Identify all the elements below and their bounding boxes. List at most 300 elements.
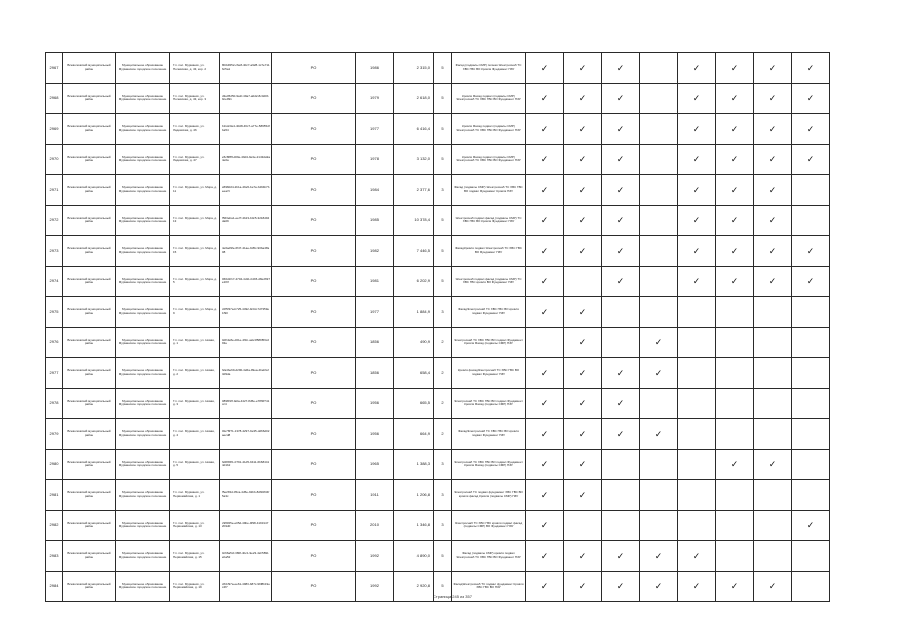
settlement-name: Муниципальное образование Мурманское городское поселение xyxy=(116,449,170,480)
checkmark-icon: ✓ xyxy=(692,550,701,561)
checkmark-icon: ✓ xyxy=(654,550,663,561)
check-cell xyxy=(602,297,640,328)
works-list: Электроснаб ТС ХВС ГВС ВО подвал Фундамент Кровля Фасад (подвалы СМР) ПЗУ xyxy=(452,449,526,480)
guid-cell: 066d1f17-4704-4d11-b4b5-d8e2697e1f0f xyxy=(220,266,272,297)
row-number: 2967 xyxy=(46,53,63,84)
management-form: РО xyxy=(272,388,356,419)
table-row xyxy=(46,388,830,419)
check-cell xyxy=(792,480,830,511)
checkmark-icon: ✓ xyxy=(540,367,549,378)
check-cell xyxy=(754,510,792,541)
works-list: Электроснаб ТС ХВС ГВС ВО подвал Фундамент Кровля Фасад (подвалы СМР) ПЗУ xyxy=(452,327,526,358)
checkmark-icon: ✓ xyxy=(540,276,549,287)
guid-cell: 0df1fe8e-d01e-4f1b-a2e3f589f56c293e xyxy=(220,327,272,358)
area-cell: 1 884,9 xyxy=(394,297,434,328)
table-row xyxy=(46,266,830,297)
check-cell xyxy=(602,541,640,572)
check-cell xyxy=(792,114,830,145)
check-cell xyxy=(754,266,792,297)
settlement-name: Муниципальное образование Мурманское городское поселение xyxy=(116,297,170,328)
check-cell xyxy=(602,175,640,206)
management-form: РО xyxy=(272,144,356,175)
check-cell xyxy=(792,541,830,572)
check-cell xyxy=(526,449,564,480)
check-cell xyxy=(564,541,602,572)
checkmark-icon: ✓ xyxy=(616,581,625,592)
check-cell xyxy=(716,83,754,114)
checkmark-icon: ✓ xyxy=(616,245,625,256)
area-cell: 2 618,0 xyxy=(394,83,434,114)
table-row xyxy=(46,83,830,114)
row-number: 2982 xyxy=(46,510,63,541)
address-cell: Г.п. пос. Мурманск, ул. Мира, д. 11 xyxy=(170,175,220,206)
table-row xyxy=(46,236,830,267)
floors-cell: 2 xyxy=(434,327,452,358)
floors-cell: 5 xyxy=(434,541,452,572)
table-row xyxy=(46,53,830,84)
check-cell xyxy=(602,205,640,236)
row-number: 2980 xyxy=(46,449,63,480)
checkmark-icon: ✓ xyxy=(578,93,587,104)
page-footer: Страница 245 из 357 xyxy=(433,594,472,599)
build-year: 1992 xyxy=(356,541,394,572)
checkmark-icon: ✓ xyxy=(578,184,587,195)
district-name: Всеволожский муниципальный район xyxy=(63,510,116,541)
table-row xyxy=(46,114,830,145)
table-row xyxy=(46,327,830,358)
management-form: РО xyxy=(272,480,356,511)
checkmark-icon: ✓ xyxy=(806,154,815,165)
checkmark-icon: ✓ xyxy=(730,123,739,134)
works-list: Фасад (подвалы СМР) Электроснаб ТС ХВС ГВС ВО подвал Фундамент Кровля ПЗУ xyxy=(452,175,526,206)
check-cell xyxy=(526,419,564,450)
floors-cell: 2 xyxy=(434,419,452,450)
check-cell xyxy=(602,388,640,419)
checkmark-icon: ✓ xyxy=(692,62,701,73)
district-name: Всеволожский муниципальный район xyxy=(63,419,116,450)
management-form: РО xyxy=(272,175,356,206)
check-cell xyxy=(716,480,754,511)
row-number: 2969 xyxy=(46,114,63,145)
build-year: 1956 xyxy=(356,388,394,419)
build-year: 1965 xyxy=(356,449,394,480)
works-list: Электроснаб ТС ХВС ГВС ВО подвал Фундамент Кровля Фасад (подвалы СМР) ПЗУ xyxy=(452,388,526,419)
check-cell xyxy=(564,327,602,358)
table-row xyxy=(46,175,830,206)
floors-cell: 3 xyxy=(434,297,452,328)
check-cell xyxy=(754,327,792,358)
checkmark-icon: ✓ xyxy=(654,581,663,592)
check-cell xyxy=(526,53,564,84)
check-cell xyxy=(564,144,602,175)
checkmark-icon: ✓ xyxy=(768,276,777,287)
check-cell xyxy=(564,236,602,267)
check-cell xyxy=(640,53,678,84)
check-cell xyxy=(678,114,716,145)
check-cell xyxy=(640,358,678,389)
checkmark-icon: ✓ xyxy=(616,367,625,378)
checkmark-icon: ✓ xyxy=(806,245,815,256)
guid-cell: a598d24-2b1a-49e5-be7a-b494b7beea7c xyxy=(220,175,272,206)
check-cell xyxy=(716,205,754,236)
district-name: Всеволожский муниципальный район xyxy=(63,175,116,206)
checkmark-icon: ✓ xyxy=(730,215,739,226)
build-year: 1985 xyxy=(356,205,394,236)
check-cell xyxy=(754,205,792,236)
table-row xyxy=(46,358,830,389)
check-cell xyxy=(564,388,602,419)
checkmark-icon: ✓ xyxy=(578,123,587,134)
area-cell: 10 378,4 xyxy=(394,205,434,236)
checkmark-icon: ✓ xyxy=(768,184,777,195)
check-cell xyxy=(678,83,716,114)
check-cell xyxy=(564,510,602,541)
district-name: Всеволожский муниципальный район xyxy=(63,53,116,84)
checkmark-icon: ✓ xyxy=(806,520,815,531)
check-cell xyxy=(602,114,640,145)
checkmark-icon: ✓ xyxy=(578,337,587,348)
district-name: Всеволожский муниципальный район xyxy=(63,480,116,511)
checkmark-icon: ✓ xyxy=(768,459,777,470)
address-cell: Г.п. пос. Мурманск, ул. Новая, д. 4 xyxy=(170,419,220,450)
row-number: 2981 xyxy=(46,480,63,511)
check-cell xyxy=(602,327,640,358)
checkmark-icon: ✓ xyxy=(768,154,777,165)
checkmark-icon: ✓ xyxy=(654,428,663,439)
address-cell: Г.п. пос. Мурманск, ул. Первомайская, д. 13 xyxy=(170,510,220,541)
checkmark-icon: ✓ xyxy=(730,276,739,287)
guid-cell: f5e2ff4d-05ca-4d5e-92bb-8d6b834f5a3c xyxy=(220,480,272,511)
guid-cell: f563eba1-ee7f-4b23-b0c5-3218d94da09 xyxy=(220,205,272,236)
management-form: РО xyxy=(272,53,356,84)
check-cell xyxy=(526,266,564,297)
work-schedule-table xyxy=(45,52,830,602)
management-form: РО xyxy=(272,266,356,297)
address-cell: Г.п. пос. Мурманск, ул. Полевская, д. 43, кор. 3 xyxy=(170,83,220,114)
management-form: РО xyxy=(272,541,356,572)
check-cell xyxy=(602,236,640,267)
district-name: Всеволожский муниципальный район xyxy=(63,541,116,572)
address-cell: Г.п. пос. Мурманск, ул. Ладожская, д. 46 xyxy=(170,114,220,145)
check-cell xyxy=(678,144,716,175)
floors-cell: 3 xyxy=(434,480,452,511)
check-cell xyxy=(640,510,678,541)
checkmark-icon: ✓ xyxy=(730,245,739,256)
check-cell xyxy=(792,510,830,541)
guid-cell: 0898f1ff-fa0a-4427-8d5e-e78f9f741cc4 xyxy=(220,388,272,419)
settlement-name: Муниципальное образование Мурманское городское поселение xyxy=(116,480,170,511)
works-list: Кровля фасадЭлектроснаб ТС ХВС ГВС ВО подвал Фундамент ПЗУ xyxy=(452,358,526,389)
check-cell xyxy=(564,419,602,450)
checkmark-icon: ✓ xyxy=(540,459,549,470)
checkmark-icon: ✓ xyxy=(578,62,587,73)
row-number: 2970 xyxy=(46,144,63,175)
checkmark-icon: ✓ xyxy=(730,581,739,592)
build-year: 1978 xyxy=(356,144,394,175)
checkmark-icon: ✓ xyxy=(540,123,549,134)
management-form: РО xyxy=(272,419,356,450)
check-cell xyxy=(678,236,716,267)
floors-cell: 5 xyxy=(434,205,452,236)
area-cell: 658,4 xyxy=(394,358,434,389)
management-form: РО xyxy=(272,83,356,114)
district-name: Всеволожский муниципальный район xyxy=(63,83,116,114)
check-cell xyxy=(678,480,716,511)
checkmark-icon: ✓ xyxy=(578,398,587,409)
checkmark-icon: ✓ xyxy=(616,276,625,287)
checkmark-icon: ✓ xyxy=(540,215,549,226)
checkmark-icon: ✓ xyxy=(540,581,549,592)
checkmark-icon: ✓ xyxy=(806,123,815,134)
table-row xyxy=(46,541,830,572)
check-cell xyxy=(640,388,678,419)
check-cell xyxy=(640,236,678,267)
check-cell xyxy=(602,83,640,114)
build-year: 1911 xyxy=(356,480,394,511)
checkmark-icon: ✓ xyxy=(692,215,701,226)
floors-cell: 5 xyxy=(434,114,452,145)
checkmark-icon: ✓ xyxy=(578,306,587,317)
checkmark-icon: ✓ xyxy=(616,550,625,561)
floors-cell: 5 xyxy=(434,144,452,175)
build-year: 1977 xyxy=(356,297,394,328)
check-cell xyxy=(640,114,678,145)
check-cell xyxy=(640,205,678,236)
check-cell xyxy=(526,541,564,572)
checkmark-icon: ✓ xyxy=(692,276,701,287)
check-cell xyxy=(526,205,564,236)
works-list: Фасад (подвалы СМР) полная Электроснаб ТС ХВС ГВС ВО Кровля Фундамент ПЗУ xyxy=(452,53,526,84)
checkmark-icon: ✓ xyxy=(768,123,777,134)
check-cell xyxy=(792,449,830,480)
check-cell xyxy=(754,449,792,480)
check-cell xyxy=(526,144,564,175)
check-cell xyxy=(526,83,564,114)
checkmark-icon: ✓ xyxy=(616,428,625,439)
area-cell: 3 132,0 xyxy=(394,144,434,175)
table-row xyxy=(46,297,830,328)
check-cell xyxy=(716,388,754,419)
checkmark-icon: ✓ xyxy=(540,550,549,561)
check-cell xyxy=(678,419,716,450)
check-cell xyxy=(754,419,792,450)
check-cell xyxy=(792,358,830,389)
check-cell xyxy=(678,327,716,358)
check-cell xyxy=(640,327,678,358)
district-name: Всеволожский муниципальный район xyxy=(63,388,116,419)
checkmark-icon: ✓ xyxy=(654,337,663,348)
district-name: Всеволожский муниципальный район xyxy=(63,297,116,328)
build-year: 1986 xyxy=(356,53,394,84)
build-year: 2010 xyxy=(356,510,394,541)
check-cell xyxy=(564,266,602,297)
floors-cell: 5 xyxy=(434,83,452,114)
table-row xyxy=(46,449,830,480)
works-list: Кровля Фасад подвал (подвалы СМР) Электроснаб ТС ХВС ГВС ВО Фундамент ПЗУ xyxy=(452,114,526,145)
district-name: Всеволожский муниципальный район xyxy=(63,449,116,480)
check-cell xyxy=(526,480,564,511)
checkmark-icon: ✓ xyxy=(616,215,625,226)
settlement-name: Муниципальное образование Мурманское городское поселение xyxy=(116,53,170,84)
area-cell: 4 890,0 xyxy=(394,541,434,572)
guid-cell: 0c66a5cf-380f-4bc1-9e23-42c5891eba52 xyxy=(220,541,272,572)
district-name: Всеволожский муниципальный район xyxy=(63,571,116,602)
settlement-name: Муниципальное образование Мурманское городское поселение xyxy=(116,236,170,267)
floors-cell: 3 xyxy=(434,510,452,541)
check-cell xyxy=(792,144,830,175)
check-cell xyxy=(754,480,792,511)
check-cell xyxy=(678,541,716,572)
row-number: 2972 xyxy=(46,205,63,236)
checkmark-icon: ✓ xyxy=(768,581,777,592)
check-cell xyxy=(792,205,830,236)
checkmark-icon: ✓ xyxy=(730,154,739,165)
check-cell xyxy=(564,175,602,206)
checkmark-icon: ✓ xyxy=(730,184,739,195)
check-cell xyxy=(564,358,602,389)
works-list: Электроснаб ТС подвал фундамент ХВС ГВС ВО кровля фасад Кровля (подвалы СМР) ПЗУ xyxy=(452,480,526,511)
settlement-name: Муниципальное образование Мурманское городское поселение xyxy=(116,144,170,175)
check-cell xyxy=(678,297,716,328)
guid-cell: 0fe78f71-1378-4297-9e35-dd66d02aecd8 xyxy=(220,419,272,450)
checkmark-icon: ✓ xyxy=(692,581,701,592)
table-row xyxy=(46,205,830,236)
checkmark-icon: ✓ xyxy=(616,123,625,134)
checkmark-icon: ✓ xyxy=(616,93,625,104)
check-cell xyxy=(526,388,564,419)
check-cell xyxy=(716,236,754,267)
build-year: 1956 xyxy=(356,419,394,450)
checkmark-icon: ✓ xyxy=(540,62,549,73)
checkmark-icon: ✓ xyxy=(540,93,549,104)
settlement-name: Муниципальное образование Мурманское городское поселение xyxy=(116,541,170,572)
row-number: 2976 xyxy=(46,327,63,358)
checkmark-icon: ✓ xyxy=(578,550,587,561)
settlement-name: Муниципальное образование Мурманское городское поселение xyxy=(116,358,170,389)
check-cell xyxy=(640,83,678,114)
check-cell xyxy=(792,419,830,450)
check-cell xyxy=(678,449,716,480)
checkmark-icon: ✓ xyxy=(692,123,701,134)
checkmark-icon: ✓ xyxy=(692,93,701,104)
check-cell xyxy=(754,236,792,267)
management-form: РО xyxy=(272,449,356,480)
works-list: Электроснаб подвал фасад (подвалы СМР) ТС ХВС ГВС кровля ВО Фундамент ПЗУ xyxy=(452,266,526,297)
district-name: Всеволожский муниципальный район xyxy=(63,114,116,145)
check-cell xyxy=(716,53,754,84)
guid-cell: d3e05250-9a1f-49a7-a0d2-8c0d0b9ce991 xyxy=(220,83,272,114)
check-cell xyxy=(602,449,640,480)
build-year: 1977 xyxy=(356,114,394,145)
build-year: 1856 xyxy=(356,327,394,358)
checkmark-icon: ✓ xyxy=(578,215,587,226)
check-cell xyxy=(602,53,640,84)
check-cell xyxy=(754,83,792,114)
check-cell xyxy=(754,53,792,84)
checkmark-icon: ✓ xyxy=(578,245,587,256)
floors-cell: 5 xyxy=(434,571,452,602)
check-cell xyxy=(526,358,564,389)
check-cell xyxy=(792,388,830,419)
checkmark-icon: ✓ xyxy=(540,428,549,439)
district-name: Всеволожский муниципальный район xyxy=(63,205,116,236)
checkmark-icon: ✓ xyxy=(616,62,625,73)
check-cell xyxy=(792,53,830,84)
row-number: 2971 xyxy=(46,175,63,206)
checkmark-icon: ✓ xyxy=(540,520,549,531)
area-cell: 1 206,8 xyxy=(394,480,434,511)
area-cell: 1 346,8 xyxy=(394,510,434,541)
checkmark-icon: ✓ xyxy=(578,154,587,165)
check-cell xyxy=(602,144,640,175)
floors-cell: 5 xyxy=(434,266,452,297)
management-form: РО xyxy=(272,358,356,389)
checkmark-icon: ✓ xyxy=(540,245,549,256)
guid-cell: cfb1f97a-ee61-4983-b87c-99f8b19ec4f7 xyxy=(220,571,272,602)
area-cell: 2 315,0 xyxy=(394,53,434,84)
settlement-name: Муниципальное образование Мурманское городское поселение xyxy=(116,388,170,419)
check-cell xyxy=(716,358,754,389)
checkmark-icon: ✓ xyxy=(540,184,549,195)
settlement-name: Муниципальное образование Мурманское городское поселение xyxy=(116,266,170,297)
check-cell xyxy=(564,114,602,145)
check-cell xyxy=(716,327,754,358)
floors-cell: 2 xyxy=(434,358,452,389)
checkmark-icon: ✓ xyxy=(616,154,625,165)
row-number: 2968 xyxy=(46,83,63,114)
check-cell xyxy=(602,480,640,511)
management-form: РО xyxy=(272,114,356,145)
floors-cell: 3 xyxy=(434,449,452,480)
management-form: РО xyxy=(272,510,356,541)
area-cell: 664,9 xyxy=(394,419,434,450)
works-list: Кровля Фасад подвал (подвалы СМР) Электроснаб ТС ХВС ГВС ВО Фундамент ПЗУ xyxy=(452,144,526,175)
check-cell xyxy=(678,358,716,389)
check-cell xyxy=(754,358,792,389)
checkmark-icon: ✓ xyxy=(540,306,549,317)
address-cell: Г.п. пос. Мурманск, ул. Новая, д. 1 xyxy=(170,327,220,358)
guid-cell: b11dc0e4-40d8-46c7-a77e-58955dfba54 xyxy=(220,114,272,145)
management-form: РО xyxy=(272,297,356,328)
settlement-name: Муниципальное образование Мурманское городское поселение xyxy=(116,114,170,145)
check-cell xyxy=(792,297,830,328)
check-cell xyxy=(754,297,792,328)
table-body xyxy=(46,53,830,602)
area-cell: 2 920,8 xyxy=(394,571,434,602)
address-cell: Г.п. пос. Мурманск, ул. Ладожская, д. 47 xyxy=(170,144,220,175)
management-form: РО xyxy=(272,205,356,236)
row-number: 2983 xyxy=(46,541,63,572)
check-cell xyxy=(640,419,678,450)
checkmark-icon: ✓ xyxy=(616,184,625,195)
district-name: Всеволожский муниципальный район xyxy=(63,327,116,358)
check-cell xyxy=(564,449,602,480)
settlement-name: Муниципальное образование Мурманское городское поселение xyxy=(116,510,170,541)
floors-cell: 5 xyxy=(434,53,452,84)
check-cell xyxy=(678,53,716,84)
check-cell xyxy=(564,480,602,511)
works-list: ФасадЭлектроснаб ТС ХВС ГВС ВО кровля подвал Фундамент ПЗУ xyxy=(452,419,526,450)
check-cell xyxy=(602,266,640,297)
check-cell xyxy=(526,114,564,145)
check-cell xyxy=(678,175,716,206)
row-number: 2978 xyxy=(46,388,63,419)
checkmark-icon: ✓ xyxy=(616,398,625,409)
check-cell xyxy=(754,388,792,419)
guid-cell: c0f5f37a-b725-4492-9c0d-7d7359e1f90 xyxy=(220,297,272,328)
check-cell xyxy=(564,297,602,328)
works-list: ФасадЭлектроснаб ТС ХВС ГВС ВО кровля подвал Фундамент ПЗУ xyxy=(452,297,526,328)
